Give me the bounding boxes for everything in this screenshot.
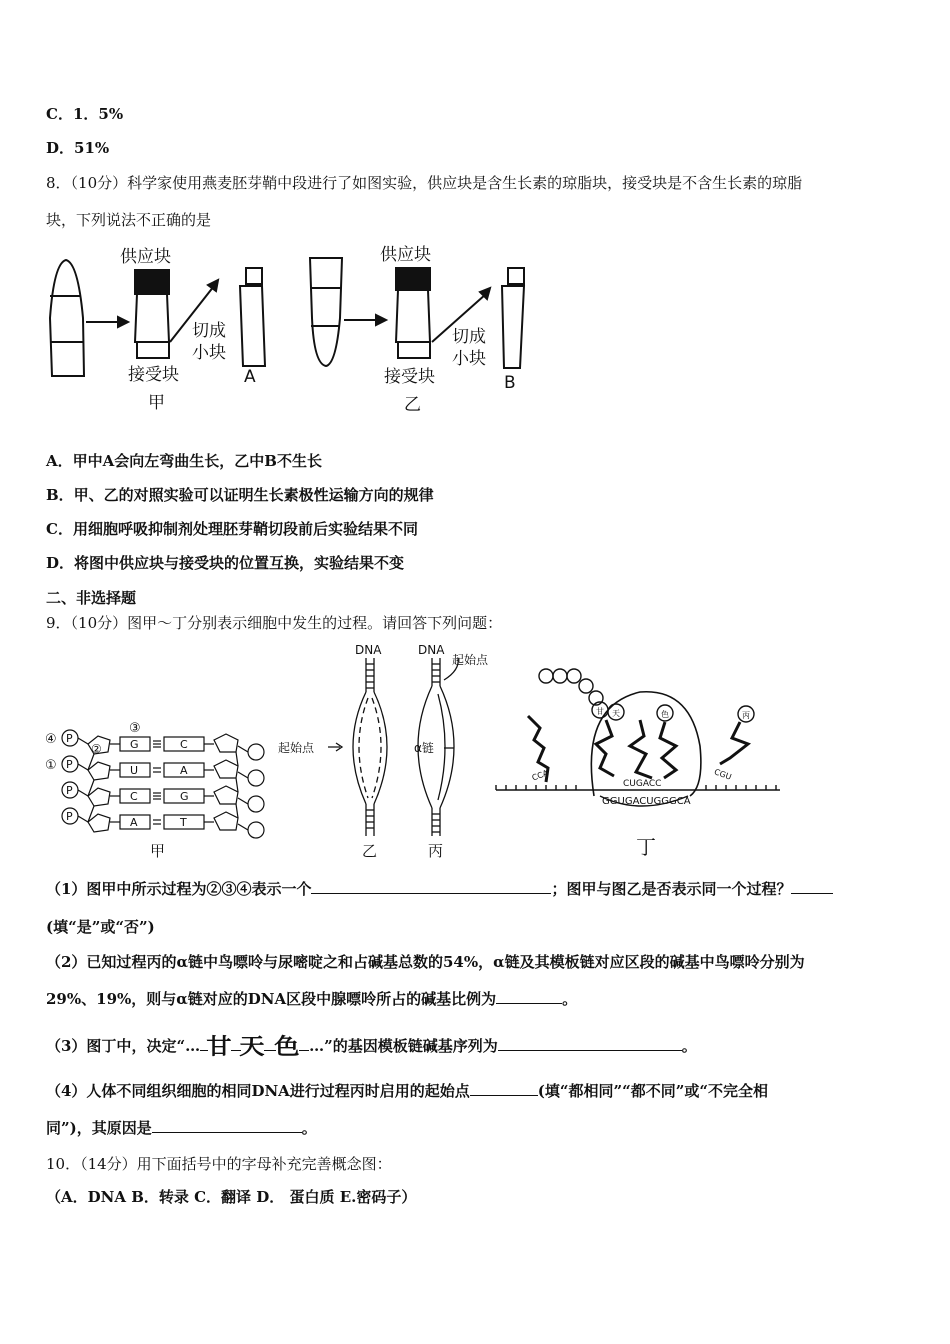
phosphate-label-4: P <box>66 810 73 823</box>
receive-block-b <box>398 342 430 358</box>
result-block-a <box>246 268 262 284</box>
q8-option-c: C．用细胞呼吸抑制剂处理胚芽鞘切段前后实验结果不同 <box>46 520 418 538</box>
option-c-prev: C．1．5% <box>46 105 124 123</box>
result-block-b <box>508 268 524 284</box>
coleoptile-a-shape <box>50 260 84 376</box>
label-yi: 乙 <box>362 842 378 860</box>
answer-blank-6[interactable] <box>152 1118 302 1133</box>
yi-dna-label: DNA <box>355 643 382 657</box>
q9-part1-line1: （1）图甲中所示过程为②③④表示一个 ；图甲与图乙是否表示同一个过程？ <box>46 878 833 899</box>
q10-options: （A．DNA B．转录 C．翻译 D． 蛋白质 E.密码子） <box>46 1188 417 1206</box>
phosphate-label-3: P <box>66 784 73 797</box>
aa-tian: 天 <box>612 709 620 718</box>
aa-bing: 丙 <box>742 711 750 720</box>
q8-option-b: B．甲、乙的对照实验可以证明生长素极性运输方向的规律 <box>46 486 434 504</box>
label-ding: 丁 <box>636 835 656 859</box>
glyph-tian: 天 <box>239 1034 266 1060</box>
anticodon-left: CCA <box>530 768 550 783</box>
result-label-b: B <box>504 373 516 393</box>
right-base-1: C <box>180 738 188 751</box>
figure-yi <box>328 658 387 836</box>
q9-part2-line2: 29%、19%，则与α链对应的DNA区段中腺嘌呤所占的碱基比例为 。 <box>46 990 578 1008</box>
q9-part4-line2: 同”)，其原因是 。 <box>46 1119 317 1137</box>
answer-blank-3[interactable] <box>496 989 562 1004</box>
supply-label-b: 供应块 <box>380 245 431 265</box>
bing-alpha-label: α链 <box>414 741 434 755</box>
q8-stem-line1: 8．（10分）科学家使用燕麦胚芽鞘中段进行了如图实验，供应块是含生长素的琼脂块，接受块是不含生长素的琼脂 <box>46 174 803 192</box>
q9-figure <box>40 636 920 864</box>
q9-stem: 9．（10分）图甲～丁分别表示细胞中发生的过程。请回答下列问题： <box>46 614 503 632</box>
answer-blank-2[interactable] <box>791 879 833 894</box>
num-3: ③ <box>129 721 141 736</box>
glyph-gan: 甘 <box>206 1034 233 1060</box>
receive-block-a <box>137 342 169 358</box>
anticodon-right: CGU <box>712 767 733 782</box>
label-bing: 丙 <box>428 842 444 860</box>
receive-label-b: 接受块 <box>384 367 435 387</box>
mrna-sequence: GGUGACUGGGCA <box>602 796 691 807</box>
left-base-1: G <box>130 738 139 751</box>
anticodon-mid: CUGACC <box>623 779 662 789</box>
left-base-2: U <box>130 764 139 777</box>
cut-label-b2: 小块 <box>452 349 486 369</box>
left-base-3: C <box>130 790 138 803</box>
q8-option-a: A．甲中A会向左弯曲生长，乙中B不生长 <box>46 452 322 470</box>
num-4: ④ <box>45 732 57 747</box>
group-label-b: 乙 <box>404 395 421 415</box>
result-label-a: A <box>244 367 256 387</box>
coleoptile-b-shape <box>310 258 342 366</box>
right-base-3: G <box>180 790 189 803</box>
right-base-4: T <box>180 816 187 829</box>
cut-label-a2: 小块 <box>192 343 226 363</box>
aa-se: 色 <box>661 710 669 719</box>
supply-block-a <box>135 270 169 294</box>
q9-part4-line1: （4）人体不同组织细胞的相同DNA进行过程丙时启用的起始点 (填“都相同”“都不同”或“不完全相 <box>46 1082 769 1100</box>
left-base-4: A <box>130 816 138 829</box>
cut-label-a1: 切成 <box>192 321 226 341</box>
q8-figure <box>40 238 560 418</box>
bing-origin-label: 起始点 <box>452 653 489 667</box>
yi-origin-label: 起始点 <box>278 741 315 755</box>
q8-option-d: D．将图中供应块与接受块的位置互换，实验结果不变 <box>46 554 405 572</box>
phosphate-label-1: P <box>66 732 73 745</box>
q9-part2-line1: （2）已知过程丙的α链中鸟嘌呤与尿嘧啶之和占碱基总数的54%，α链及其模板链对应区段的碱基中鸟嘌呤分别为 <box>46 953 805 971</box>
supply-block-b <box>396 268 430 290</box>
num-2: ② <box>91 742 102 756</box>
answer-blank-5[interactable] <box>470 1081 538 1096</box>
answer-blank-1[interactable] <box>311 879 551 894</box>
option-d-prev: D．51% <box>46 139 110 157</box>
label-jia: 甲 <box>150 842 166 860</box>
aa-gan: 甘 <box>596 707 604 716</box>
glyph-se: 色 <box>274 1034 301 1060</box>
segment-b <box>502 286 524 368</box>
q9-part3: （3）图丁中，决定“… 甘 天 色 …”的基因模板链碱基序列为 。 <box>46 1030 697 1061</box>
answer-blank-4[interactable] <box>498 1036 682 1051</box>
group-label-a: 甲 <box>148 393 165 413</box>
q10-stem: 10．（14分）用下面括号中的字母补充完善概念图： <box>46 1155 392 1173</box>
section-title: 二、非选择题 <box>46 589 137 607</box>
right-base-2: A <box>180 764 188 777</box>
segment-a <box>240 286 265 366</box>
cut-label-b1: 切成 <box>452 327 486 347</box>
receive-label-a: 接受块 <box>128 365 179 385</box>
supply-label-a: 供应块 <box>120 247 171 267</box>
q8-stem-line2: 块，下列说法不正确的是 <box>46 211 212 229</box>
bing-dna-label: DNA <box>418 643 445 657</box>
phosphate-label-2: P <box>66 758 73 771</box>
q9-part1-line2: (填“是”或“否”) <box>46 918 155 936</box>
num-1: ① <box>45 758 57 773</box>
